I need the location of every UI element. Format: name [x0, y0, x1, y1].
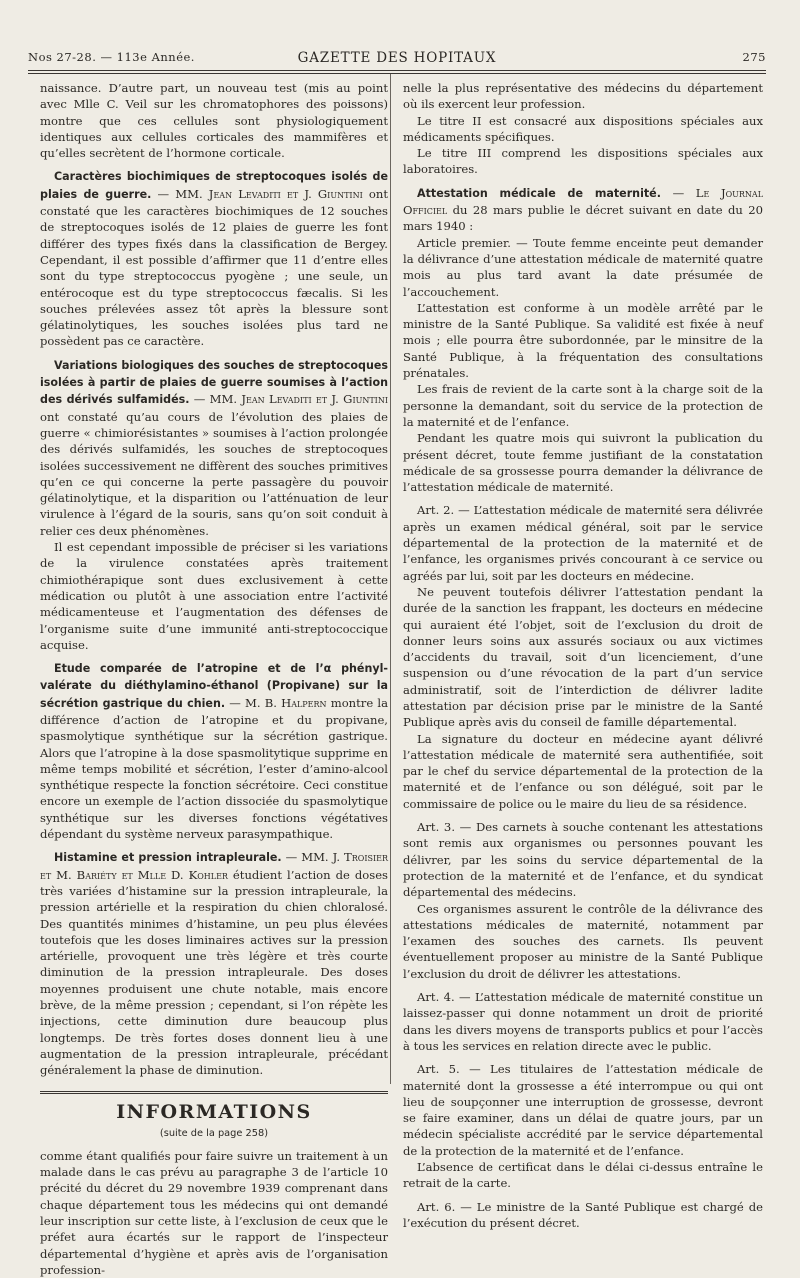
section-authors: — M. B. Halpern	[229, 695, 327, 710]
header-rule	[28, 70, 766, 71]
column-divider	[390, 74, 391, 1084]
section-body: ont constaté qu’au cours de l’évolution des plaies de guerre « chimiorésistantes » soumises à l’action prolongée des dérivés sulfamidés, les souches de streptocoques isolées successivement ne diffèrent des souches primitives qu’en ce qui concerne la perte passagère du pouvoir gélatinolytique, et la disparition ou l’atténuation de leur virulence à l’égard de la souris, sans qu’on soit conduit à relier ces deux phénomènes.	[40, 409, 388, 538]
page-number: 275	[742, 50, 766, 64]
informations-title: INFORMATIONS	[40, 1091, 388, 1124]
section-paragraph	[40, 660, 388, 842]
paragraph: Pendant les quatre mois qui suivront la publication du présent décret, toute femme justifiant de la constatation médicale de sa grossesse pourra demander la délivrance de l’attestation médicale de maternité.	[403, 431, 763, 495]
paragraph: Il est cependant impossible de préciser si les variations de la virulence constatées après traitement chimiothérapique sont dues exclusivement à cette médication ou plutôt à une association entre l’activité médicamenteuse et l’augmentation des défenses de l’organisme suite d’une immunité anti-streptococcique acquise.	[40, 540, 388, 652]
section-authors: — MM. Jean Levaditi et J. Giuntini	[157, 186, 363, 201]
paragraph: Art. 5. — Les titulaires de l’attestation médicale de maternité dont la grossesse a été interrompue ou qui ont lieu de soupçonner une interruption de grossesse, devront se faire examiner, dans un délai de quatre jours, par un médecin spécialiste accrédité par le service départemental de la protection de la maternité et de l’enfance.	[403, 1062, 763, 1158]
section-heading: Caractères biochimiques de streptocoques isolés de plaies de guerre.	[40, 170, 388, 201]
section-heading: Attestation médicale de maternité.	[417, 186, 661, 200]
section-body: montre la différence d’action de l’atropine et du propivane, spasmolytique synthétique sur la sécrétion gastrique. Alors que l’atropine à la dose spasmolitytique supprime en même temps mobilité et sécrétion, l’ester d’amino-alcool synthétique respecte la fonction sécrétoire. Ceci constitue encore un exemple de l’action dissociée du spasmolytique synthétique sur les diverses fonctions végétatives dépendant du système nerveux parasympathique.	[40, 695, 388, 842]
right-column	[403, 80, 763, 1231]
paragraph: Art. 3. — Des carnets à souche contenant les attestations sont remis aux organismes ou personnes pouvant les délivrer, par les soins du service départemental de la protection de la maternité et de l’enfance, et du syndicat départemental des médecins.	[403, 820, 763, 900]
page-header	[28, 46, 766, 68]
section-heading: Etude comparée de l’atropine et de l’α phénylvalérate du diéthylamino-éthanol (Propivane) sur la sécrétion gastrique du chien.	[40, 662, 388, 710]
paragraph: Article premier. — Toute femme enceinte peut demander la délivrance d’une attestation médicale de maternité quatre mois au plus tard avant la date présumée de l’accouchement.	[403, 235, 763, 299]
paragraph: comme étant qualifiés pour faire suivre un traitement à un malade dans le cas prévu au paragraphe 3 de l’article 10 précité du décret du 29 novembre 1939 comprenant dans chaque département tous les médecins qui ont demandé leur inscription sur cette liste, à l’exclusion de ceux que le préfet aura écartés sur le rapport de l’inspecteur départemental d’hygiène et après avis de l’organisation profession-	[40, 1148, 388, 1277]
paragraph: naissance. D’autre part, un nouveau test (mis au point avec Mlle C. Veil sur les chromatophores des poissons) montre que ces cellules sont physiologiquement identiques aux cellules corticales des mammifères et qu’elles secrètent de l’hormone corticale.	[40, 81, 388, 161]
paragraph: L’attestation est conforme à un modèle arrêté par le ministre de la Santé Publique. Sa validité est fixée à neuf mois ; elle pourra être subordonnée, par le minsitre de la Santé Publique, à la fréquentation des consultations prénatales.	[403, 300, 763, 381]
section-body: étudient l’action de doses très variées d’histamine sur la pression intrapleurale, la pression artérielle et la respiration du chien chloralosé. Des quantités minimes d’histamine, un peu plus élevées toutefois que les doses liminaires actives sur la pression artérielle, provoquent une très légère et très courte diminution de la pression intrapleurale. Des doses moyennes produisent une chute notable, mais encore brève, de la même pression ; cependant, si l’on répète les injections, cette diminution dure beaucoup plus longtemps. De très fortes doses donnent lieu à une augmentation de la pression intrapleurale, précédant généralement la phase de diminution.	[40, 867, 388, 1078]
paragraph: Les frais de revient de la carte sont à la charge soit de la personne la demandant, soit du service de la protection de la maternité et de l’enfance.	[403, 382, 763, 429]
section-heading: Histamine et pression intrapleurale.	[54, 851, 282, 865]
left-column	[40, 80, 388, 1278]
paragraph: Le titre III comprend les dispositions spéciales aux laboratoires.	[403, 146, 763, 177]
section-paragraph	[403, 185, 763, 235]
paragraph: Ces organismes assurent le contrôle de la délivrance des attestations médicales de maternité, notamment par l’examen des souches des carnets. Ils peuvent éventuellement proposer au ministre de la Santé Publique l’exclusion du droit de délivrer les attestations.	[403, 901, 763, 981]
paragraph: Art. 4. — L’attestation médicale de maternité constitue un laissez-passer qui donne notamment un droit de priorité dans les divers moyens de transports publics et pour l’accès à tous les services en relation directe avec le public.	[403, 990, 763, 1053]
journal-title: GAZETTE DES HOPITAUX	[297, 50, 497, 66]
section-paragraph	[40, 849, 388, 1078]
paragraph: Art. 2. — L’attestation médicale de maternité sera délivrée après un examen médical général, soit par le service départemental de la protection de la maternité et de l’enfance, les organismes privés concourant à ce service ou agréés par lui, soit par les docteurs en médecine.	[403, 503, 763, 583]
section-heading: Variations biologiques des souches de streptocoques isolées à partir de plaies de guerre soumises à l’action des dérivés sulfamidés.	[40, 358, 388, 407]
section-body: ont constaté que les caractères biochimiques de 12 souches de streptocoques isolés de 12 plaies de guerre les font différer des types fixés dans la classification de Bergey. Cependant, il est possible d’affirmer que 11 d’entre elles sont du type streptococcus pyogène ; une seule, un entérocoque est du type streptococcus fæcalis. Si les souches prélevées assez tôt après la blessure sont gélatinolytiques, les souches isolées plus tard ne possèdent pas ce caractère.	[40, 186, 388, 349]
informations-subtitle: (suite de la page 258)	[159, 1127, 269, 1139]
issue-number: Nos 27-28. — 113e Année.	[28, 50, 195, 64]
header-rule-thin	[28, 73, 766, 74]
section-paragraph	[40, 168, 388, 349]
paragraph: La signature du docteur en médecine ayant délivré l’attestation médicale de maternité sera authentifiée, soit par le chef du service départemental de la protection de la maternité et de l’enfance ou son délégué, soit par le commissaire de police ou le maire du lieu de sa résidence.	[403, 731, 763, 811]
section-authors: — Le Journal Officiel	[403, 185, 764, 218]
paragraph: Le titre II est consacré aux dispositions spéciales aux médicaments spécifiques.	[403, 113, 763, 144]
paragraph: Art. 6. — Le ministre de la Santé Publique est chargé de l’exécution du présent décret.	[403, 1199, 763, 1230]
paragraph: Ne peuvent toutefois délivrer l’attestation pendant la durée de la sanction les frappant, les docteurs en médecine qui auraient été l’objet, soit de l’exclusion du droit de donner leurs soins aux assurés sociaux ou aux victimes d’accidents du travail, soit d’un licenciement, d’une suspension ou d’une révocation de la part d’un service administratif, soit de l’interdiction de délivrer ladite attestation par décision prise par le ministre de la Santé Publique après avis du conseil de famille départemental.	[403, 584, 763, 730]
section-authors: — MM. Jean Levaditi et J. Giuntini	[193, 392, 388, 407]
section-authors: — MM. J. Troisier et M. Bariéty et Mlle D. Kohler	[40, 850, 388, 882]
paragraph: L’absence de certificat dans le délai ci-dessus entraîne le retrait de la carte.	[403, 1160, 763, 1191]
section-paragraph	[40, 357, 388, 539]
section-body: du 28 mars publie le décret suivant en date du 20 mars 1940 :	[403, 203, 763, 234]
paragraph: nelle la plus représentative des médecins du département où ils exercent leur profession.	[403, 81, 763, 112]
